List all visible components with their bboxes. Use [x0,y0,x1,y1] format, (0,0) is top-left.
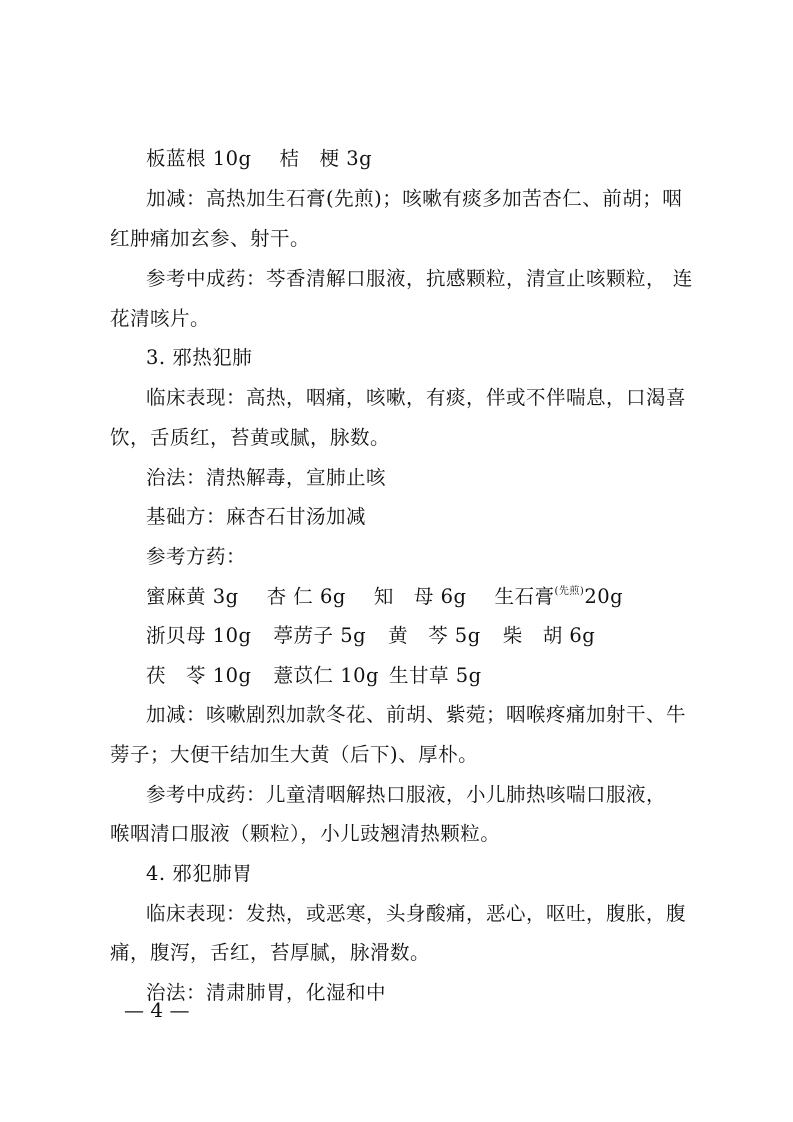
herb-shengshigao-dose: 20g [584,585,624,608]
modification-text-1a: 加减：高热加生石膏(先煎)；咳嗽有痰多加苦杏仁、前胡；咽 [146,187,683,210]
herb-fuling: 茯 苓 10g [146,664,252,687]
herb-zhimu: 知 母 6g [373,585,467,608]
decoct-first-note: (先煎) [554,586,585,597]
section-heading-4: 4. 邪犯肺胃 [146,862,253,885]
herb-banlangen: 板蓝根 10g [146,147,252,170]
treatment-method-3: 治法：清热解毒，宣肺止咳 [146,466,387,489]
herb-row-3 [146,624,595,648]
herb-shenggancao: 生甘草 5g [389,664,482,687]
herb-jiegeng: 桔 梗 3g [279,147,373,170]
section-heading-3: 3. 邪热犯肺 [146,346,253,369]
herb-shengshigao: 生石膏 [494,585,555,608]
herb-row-4 [146,664,482,688]
herb-row-1 [146,147,372,171]
reference-prescription-heading-3: 参考方药： [146,545,247,568]
patent-medicine-text-1a: 参考中成药：芩香清解口服液，抗感颗粒，清宣止咳颗粒， 连 [146,267,693,290]
patent-medicine-text-3a: 参考中成药：儿童清咽解热口服液，小儿肺热咳喘口服液， [146,783,667,806]
page-number: — 4 — [124,998,190,1022]
modification-text-1b: 红肿痛加玄参、射干。 [110,227,311,250]
patent-medicine-text-3b: 喉咽清口服液（颗粒），小儿豉翘清热颗粒。 [110,822,501,845]
clinical-manifestation-4a: 临床表现：发热，或恶寒，头身酸痛，恶心，呕吐，腹胀，腹 [146,902,687,925]
clinical-manifestation-4b: 痛，腹泻，舌红，苔厚腻，脉滑数。 [110,941,431,964]
herb-yiyiren: 薏苡仁 10g [273,664,379,687]
patent-medicine-text-1b: 花清咳片。 [110,307,211,330]
clinical-manifestation-3a: 临床表现：高热，咽痛，咳嗽，有痰，伴或不伴喘息，口渴喜 [146,386,687,409]
herb-xingren: 杏 仁 6g [266,585,346,608]
base-formula-3: 基础方：麻杏石甘汤加减 [146,505,367,528]
herb-chaihu: 柴 胡 6g [502,624,596,647]
modification-text-3a: 加减：咳嗽剧烈加款冬花、前胡、紫菀；咽喉疼痛加射干、牛 [146,703,687,726]
herb-huangqin: 黄 芩 5g [388,624,481,647]
herb-tinglizi: 葶苈子 5g [273,624,367,647]
treatment-method-4: 治法：清肃肺胃，化湿和中 [146,981,387,1004]
herb-zhebeimu: 浙贝母 10g [146,624,252,647]
herb-mimahuang: 蜜麻黄 3g [146,585,239,608]
modification-text-3b: 蒡子；大便干结加生大黄（后下)、厚朴。 [110,743,479,766]
clinical-manifestation-3b: 饮，舌质红，苔黄或腻，脉数。 [110,426,391,449]
herb-row-2 [146,585,623,613]
